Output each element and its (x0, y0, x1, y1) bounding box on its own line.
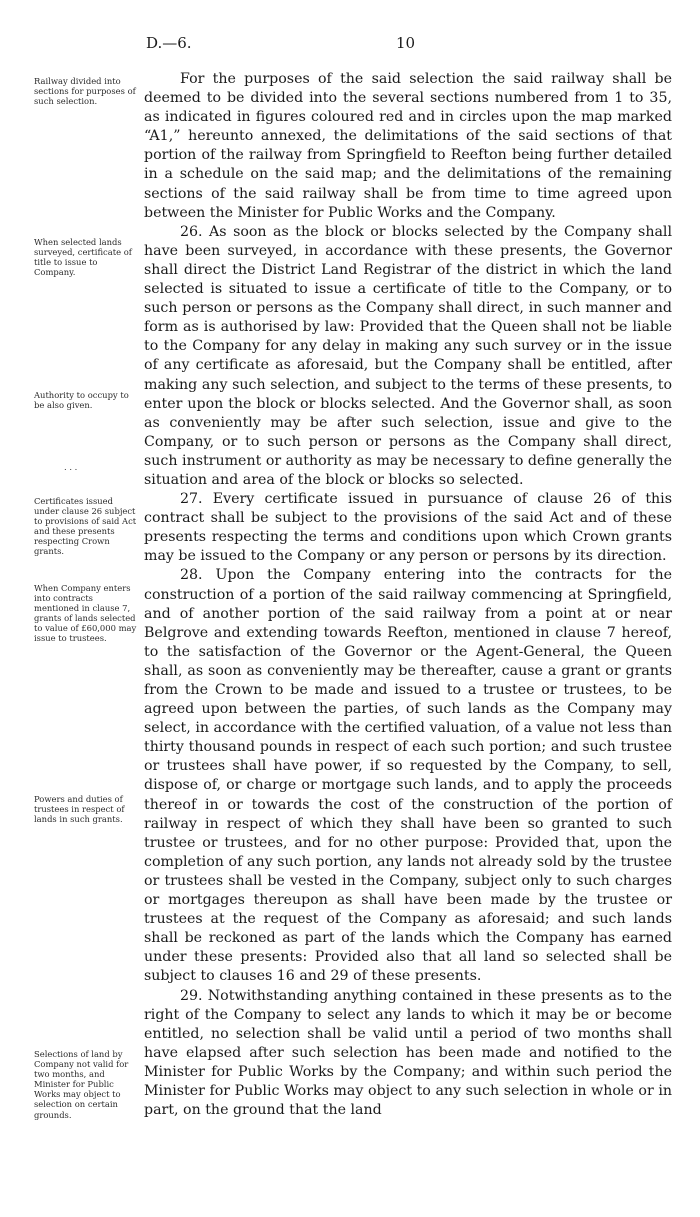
paragraph-selection-sections: For the purposes of the said selection the said railway shall be deemed to be divided into the several sections numbered from 1 to 35, as indicated in figures coloured red and in circles upon the map marked “A1,” hereunto annexed, the delimitations of the said sections of that portion of the railway from Springfield to Reefton being further detailed in a schedule on the said map; and the delimitations of the remaining sections of the said railway shall be from time to time agreed upon between the Minister for Public Works and the Company. (144, 71, 672, 221)
margin-note-grants-to-trustees: When Company enters into contracts mentioned in clause 7, grants of lands selected to value of £60,000 may issue to trustees. (34, 583, 137, 644)
body-text (144, 70, 672, 1120)
margin-note-authority-to-occupy: Authority to occupy to be also given. (34, 390, 129, 411)
document-code: D.—6. (146, 34, 192, 52)
page-header (0, 34, 700, 56)
paragraph-clause-28: 28. Upon the Company entering into the contracts for the construction of a portion of the said railway commencing at Springfield, and of another portion of the said railway from a point at or near Belgrove and extending towards Reefton, mentioned in clause 7 hereof, to the satisfaction of the Governor or the Agent-General, the Queen shall, as soon as conveniently may be thereafter, cause a grant or grants from the Crown to be made and issued to a trustee or trustees, to be agreed upon between the parties, of such lands as the Company may select, in accordance with the certified valuation, of a value not less than thirty thousand pounds in respect of each such portion; and such trustee or trustees shall have power, if so requested by the Company, to sell, dispose of, or charge or mortgage such lands, and to apply the proceeds thereof in or towards the cost of the construction of the portion of railway in respect of which they shall have been so granted to such trustee or trustees, and for no other purpose: Provided that, upon the completion of any such portion, any lands not already sold by the trustee or trustees shall be vested in the Company, subject only to such charges or mortgages thereupon as shall have been made by the trustee or trustees at the request of the Company as aforesaid; and such lands shall be reckoned as part of the lands which the Company has earned under these presents: Provided also that all land so selected shall be subject to clauses 16 and 29 of these presents. (144, 567, 672, 985)
margin-note-certificate-of-title: When selected lands surveyed, certificate of title to issue to Company. (34, 237, 132, 278)
margin-note-railway-sections: Railway divided into sections for purposes of such selection. (34, 76, 136, 107)
page-number: 10 (396, 34, 416, 52)
margin-note-trustee-powers: Powers and duties of trustees in respect of lands in such grants. (34, 794, 125, 825)
paragraph-clause-29: 29. Notwithstanding anything contained in these presents as to the right of the Company to select any lands to which it may be or become entitled, no selection shall be valid until a period of two months shall have elapsed after such selection has been made and notified to the Minister for Public Works by the Company; and within such period the Minister for Public Works may object to any such selection in whole or in part, on the ground that the land (144, 987, 672, 1119)
paragraph-clause-27: 27. Every certificate issued in pursuance of clause 26 of this contract shall be subject to the provisions of the said Act and of these presents respecting the terms and conditions upon which Crown grants may be issued to the Company or any person or persons by its direction. (144, 491, 672, 565)
paragraph-clause-26: 26. As soon as the block or blocks selected by the Company shall have been surveyed, in accordance with these presents, the Governor shall direct the District Land Registrar of the district in which the land selected is situated to issue a certificate of title to the Company, or to such person or persons as the Company shall direct, in such manner and form as is authorised by law: Provided that the Queen shall not be liable to the Company for any delay in making any such survey or in the issue of any certificate as aforesaid, but the Company shall be entitled, after making any such selection, and subject to the terms of these presents, to enter upon the block or blocks selected. And the Governor shall, as soon as conveniently may be after such selection, issue and give to the Company, or to such person or persons as the Company shall direct, such instrument or authority as may be necessary to define generally the situation and area of the block or blocks so selected. (144, 223, 672, 488)
margin-note-certificates-clause-26: Certificates issued under clause 26 subject to provisions of said Act and these presents respecting Crown grants. (34, 496, 137, 557)
margin-note-selections-of-land: Selections of land by Company not valid for two months, and Minister for Public Works may object to selection on certain grounds. (34, 1049, 129, 1120)
margin-note-dots: . . . (64, 462, 78, 472)
